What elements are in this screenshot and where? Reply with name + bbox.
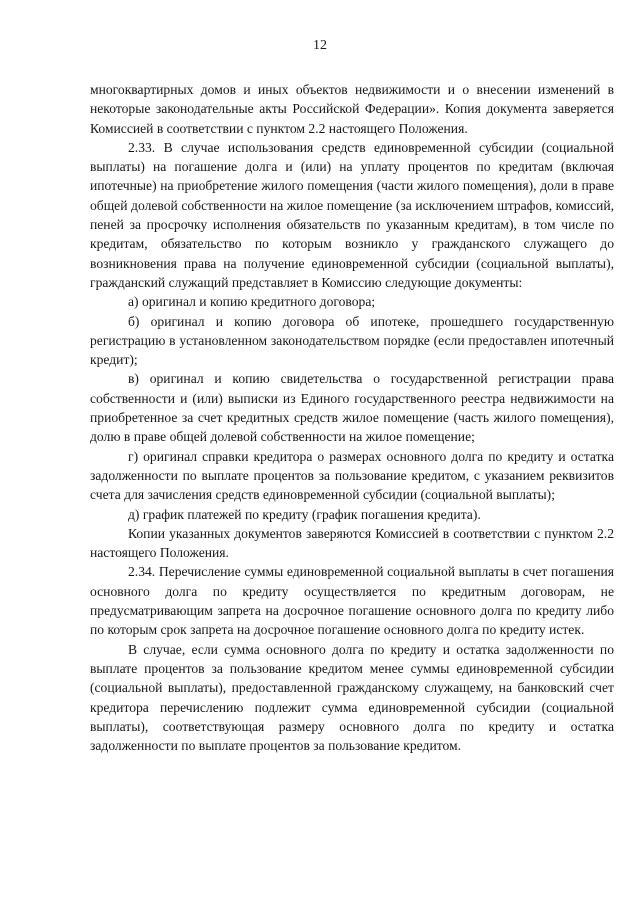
- list-item-b: б) оригинал и копию договора об ипотеке, прошедшего государственную регистрацию в установленном законодательством порядке (если предоставлен ипотечный кредит);: [90, 313, 614, 368]
- list-item-g: г) оригинал справки кредитора о размерах основного долга по кредиту и остатка задолженности по выплате процентов за пользование кредитом, с указанием реквизитов счета для зачисления средств единовременной субсидии (социальной выплаты);: [90, 448, 614, 503]
- paragraph-2-33: 2.33. В случае использования средств единовременной субсидии (социальной выплаты) на погашение долга и (или) на уплату процентов по кредитам (включая ипотечные) на приобретение жилого помещения (части жилого помещения), доли в праве общей долевой собственности на жилое помещение (за исключением штрафов, комиссий, пеней за просрочку исполнения обязательств по указанным кредитам), в том числе по кредитам, обязательство по которым возникло у гражданского служащего до возникновения права на получение единовременной субсидии (социальной выплаты), гражданский служащий представляет в Комиссию следующие документы:: [90, 139, 614, 290]
- page-number: 12: [313, 38, 327, 53]
- paragraph-2-34: 2.34. Перечисление суммы единовременной социальной выплаты в счет погашения основного долга по кредиту осуществляется по кредитным договорам, не предусматривающим запрета на досрочное погашение основного долга по кредиту либо по которым срок запрета на досрочное погашение основного долга по кредиту истек.: [90, 564, 614, 638]
- list-item-d: д) график платежей по кредиту (график погашения кредита).: [128, 506, 481, 522]
- document-body: [90, 80, 614, 755]
- paragraph-continuation: многоквартирных домов и иных объектов недвижимости и о внесении изменений в некоторые законодательные акты Российской Федерации». Копия документа заверяется Комиссией в соответствии с пунктом 2.2 настоящего Положения.: [90, 82, 614, 136]
- paragraph-copies-note: Копии указанных документов заверяются Комиссией в соответствии с пунктом 2.2 настоящего Положения.: [90, 525, 614, 561]
- list-item-v: в) оригинал и копию свидетельства о государственной регистрации права собственности и (или) выписки из Единого государственного реестра недвижимости на приобретенное за счет кредитных средств жилое помещение (часть жилого помещения), долю в праве общей долевой собственности на жилое помещение;: [90, 371, 614, 445]
- paragraph-remainder-case: В случае, если сумма основного долга по кредиту и остатка задолженности по выплате процентов за пользование кредитом менее суммы единовременной субсидии (социальной выплаты), предоставленной гражданскому служащему, на банковский счет кредитора перечислению подлежит сумма единовременной субсидии (социальной выплаты), соответствующая размеру основного долга по кредиту и остатка задолженности по выплате процентов за пользование кредитом.: [90, 641, 614, 754]
- list-item-a: а) оригинал и копию кредитного договора;: [128, 294, 376, 310]
